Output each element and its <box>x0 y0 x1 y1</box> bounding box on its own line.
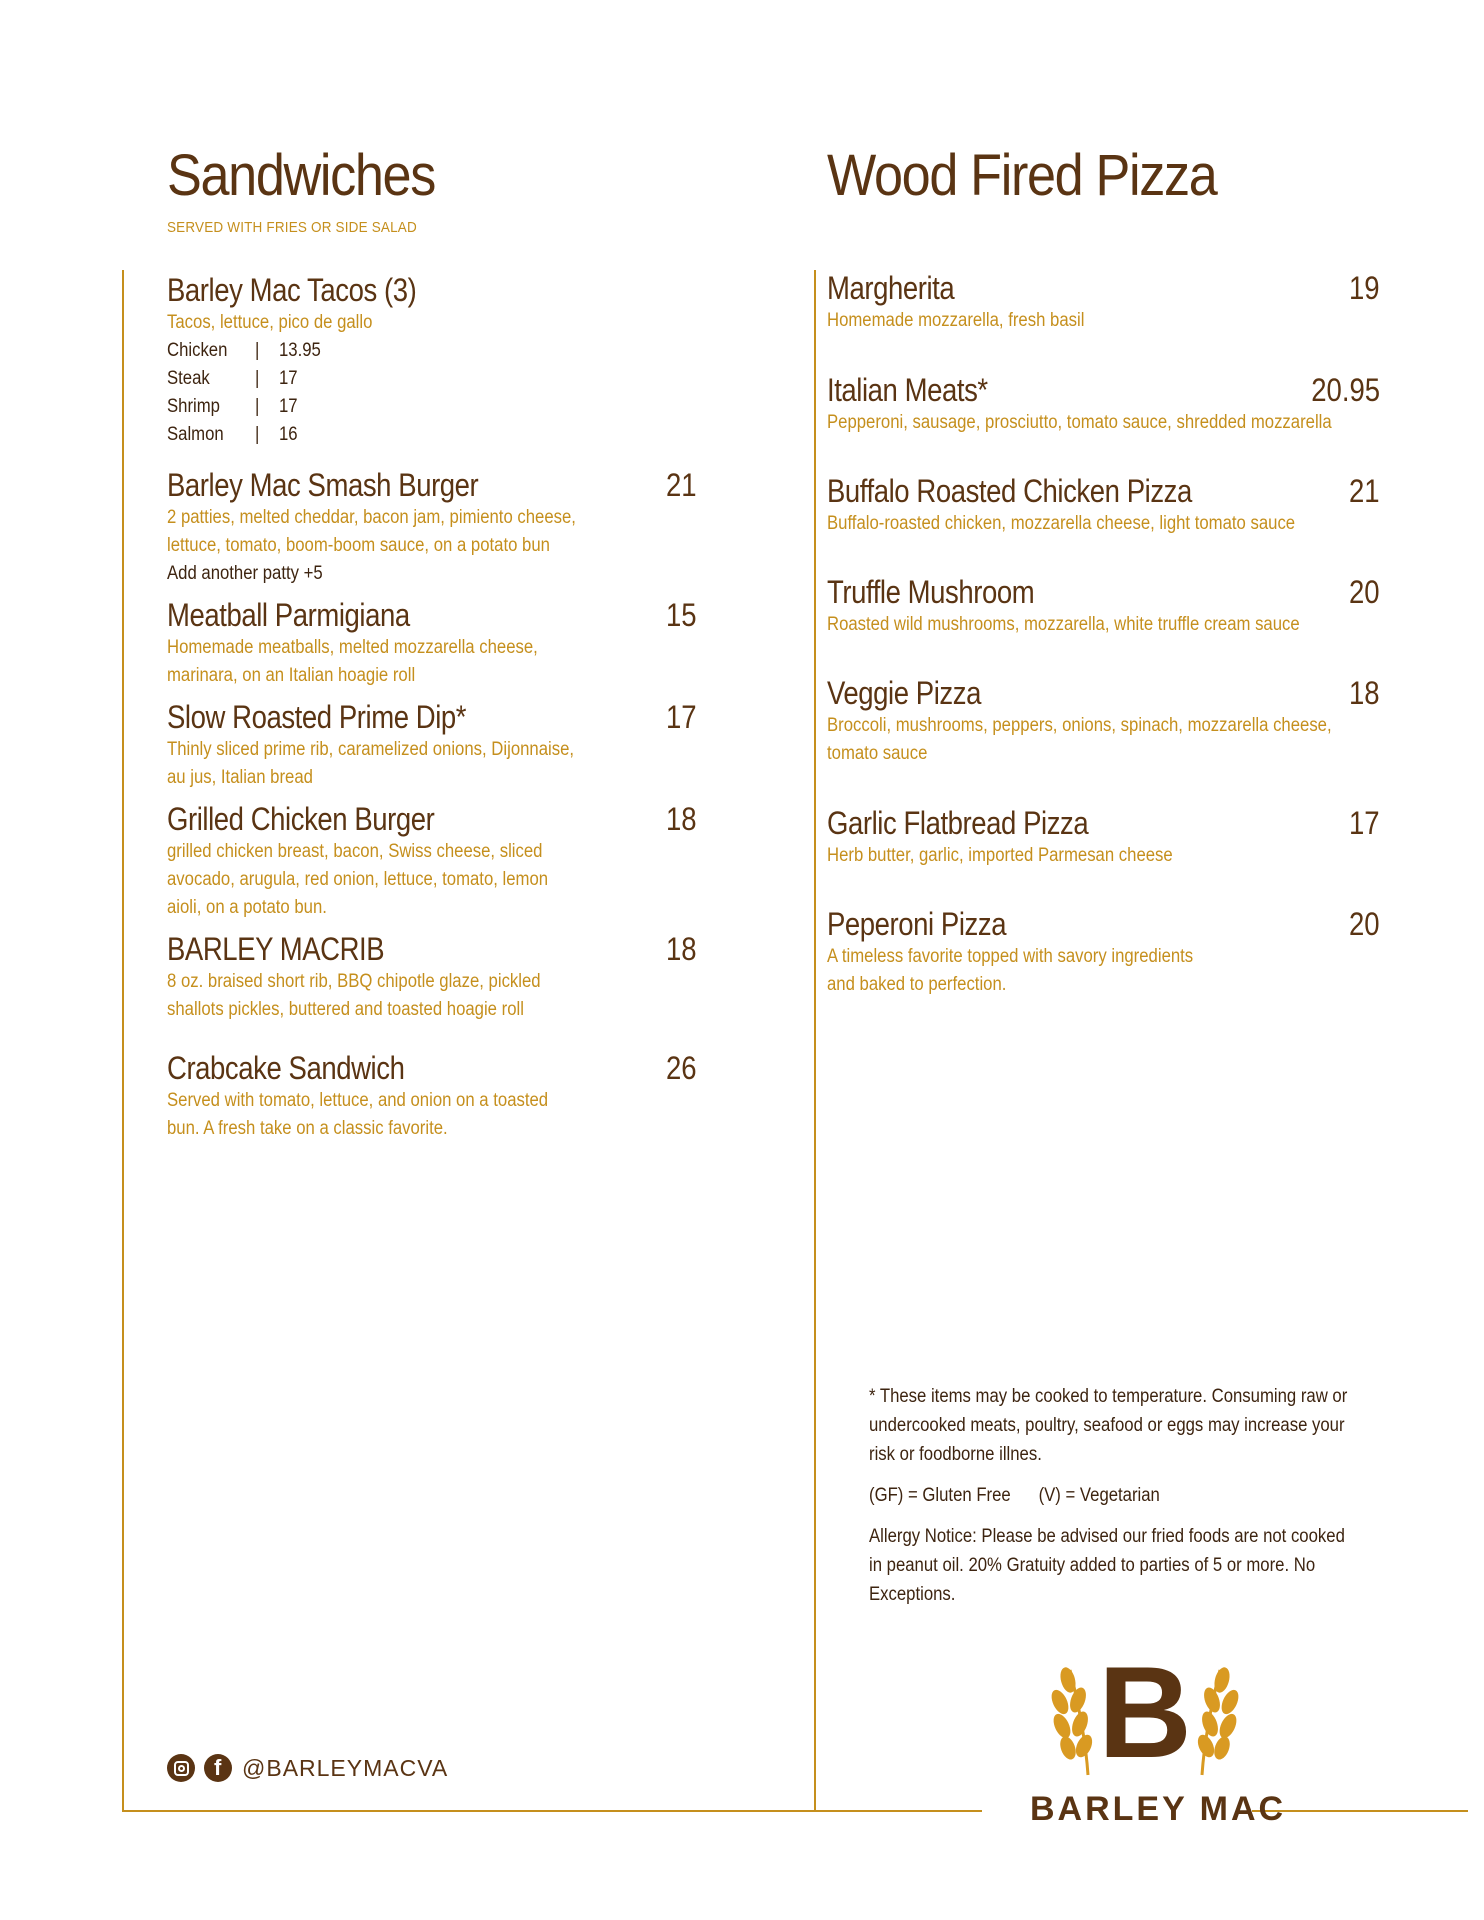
menu-item-barley-macrib <box>167 931 697 1024</box>
dietary-legend: (GF) = Gluten Free (V) = Vegetarian <box>869 1485 1160 1506</box>
item-description: marinara, on an Italian hoagie roll <box>167 665 416 686</box>
taco-option: Steak | 17 <box>167 368 298 389</box>
pizza-title: Wood Fired Pizza <box>827 143 1217 208</box>
item-description: and baked to perfection. <box>827 974 1007 995</box>
item-description: 2 patties, melted cheddar, bacon jam, pimiento cheese, <box>167 507 576 528</box>
instagram-icon[interactable] <box>167 1754 195 1782</box>
brand-letter: B <box>1098 1639 1192 1785</box>
menu-item-buffalo-chicken-pizza <box>827 473 1380 538</box>
sandwiches-subtitle: SERVED WITH FRIES OR SIDE SALAD <box>167 219 417 236</box>
item-description: Herb butter, garlic, imported Parmesan cheese <box>827 845 1173 866</box>
item-description: au jus, Italian bread <box>167 767 313 788</box>
item-name: BARLEY MACRIB <box>167 931 385 967</box>
menu-item-margherita <box>827 270 1380 335</box>
item-description: aioli, on a potato bun. <box>167 897 327 918</box>
item-name: Margherita <box>827 270 955 306</box>
item-description: bun. A fresh take on a classic favorite. <box>167 1118 448 1139</box>
pizza-header <box>827 142 1260 209</box>
item-name: Buffalo Roasted Chicken Pizza <box>827 473 1192 509</box>
taco-options <box>167 337 697 449</box>
menu-item-veggie-pizza <box>827 675 1380 768</box>
allergy-note-line: Exceptions. <box>869 1584 956 1605</box>
center-divider-line <box>814 270 816 1810</box>
brand-logo <box>1030 1639 1287 1840</box>
item-description: Served with tomato, lettuce, and onion on a toasted <box>167 1090 549 1111</box>
item-description: Roasted wild mushrooms, mozzarella, white truffle cream sauce <box>827 614 1300 635</box>
item-price: 21 <box>666 467 697 503</box>
menu-item-meatball-parmigiana <box>167 597 697 690</box>
menu-notes <box>869 1382 1389 1609</box>
item-description: grilled chicken breast, bacon, Swiss cheese, sliced <box>167 841 543 862</box>
left-frame-line <box>122 270 124 1812</box>
item-name: Garlic Flatbread Pizza <box>827 805 1089 841</box>
sandwiches-title: Sandwiches <box>167 143 435 208</box>
item-description: Buffalo-roasted chicken, mozzarella cheese, light tomato sauce <box>827 513 1296 534</box>
item-price: 21 <box>1349 473 1380 509</box>
item-description: Homemade meatballs, melted mozzarella cheese, <box>167 637 538 658</box>
item-description: tomato sauce <box>827 743 928 764</box>
item-description: Broccoli, mushrooms, peppers, onions, spinach, mozzarella cheese, <box>827 715 1332 736</box>
menu-item-smash-burger <box>167 467 697 588</box>
menu-item-prime-dip <box>167 699 697 792</box>
item-price: 17 <box>666 699 697 735</box>
item-name: Slow Roasted Prime Dip* <box>167 699 467 735</box>
item-name: Barley Mac Tacos (3) <box>167 272 417 308</box>
item-description: Pepperoni, sausage, prosciutto, tomato sauce, shredded mozzarella <box>827 412 1332 433</box>
item-name: Veggie Pizza <box>827 675 981 711</box>
sandwiches-header <box>167 142 465 209</box>
allergy-note-line: in peanut oil. 20% Gratuity added to parties of 5 or more. No <box>869 1555 1316 1576</box>
facebook-icon[interactable]: f <box>204 1754 232 1782</box>
item-price: 20 <box>1349 906 1380 942</box>
item-price: 18 <box>666 931 697 967</box>
menu-item-italian-meats <box>827 372 1380 437</box>
item-price: 15 <box>666 597 697 633</box>
item-name: Italian Meats* <box>827 372 988 408</box>
item-price: 18 <box>1349 675 1380 711</box>
item-price: 20 <box>1349 574 1380 610</box>
item-description: A timeless favorite topped with savory ingredients <box>827 946 1194 967</box>
taco-option: Salmon | 16 <box>167 424 298 445</box>
temperature-note-line: risk or foodborne illnes. <box>869 1444 1042 1465</box>
brand-name: BARLEY MAC <box>1030 1790 1287 1828</box>
social-handle[interactable]: @BARLEYMACVA <box>242 1755 449 1781</box>
menu-item-peperoni-pizza <box>827 906 1380 999</box>
item-name: Crabcake Sandwich <box>167 1050 405 1086</box>
item-price: 26 <box>666 1050 697 1086</box>
menu-item-grilled-chicken-burger <box>167 801 697 922</box>
item-price: 19 <box>1349 270 1380 306</box>
item-description: 8 oz. braised short rib, BBQ chipotle glaze, pickled <box>167 971 541 992</box>
menu-item-truffle-mushroom <box>827 574 1380 639</box>
item-description: shallots pickles, buttered and toasted hoagie roll <box>167 999 524 1020</box>
item-name: Peperoni Pizza <box>827 906 1007 942</box>
item-addon: Add another patty +5 <box>167 563 323 584</box>
item-price: 20.95 <box>1311 372 1380 408</box>
social-bar <box>167 1754 487 1784</box>
item-description: lettuce, tomato, boom-boom sauce, on a potato bun <box>167 535 550 556</box>
item-name: Grilled Chicken Burger <box>167 801 435 837</box>
item-description: Homemade mozzarella, fresh basil <box>827 310 1085 331</box>
allergy-note-line: Allergy Notice: Please be advised our fried foods are not cooked <box>869 1526 1345 1547</box>
menu-item-garlic-flatbread <box>827 805 1380 870</box>
taco-option: Shrimp | 17 <box>167 396 298 417</box>
menu-item-tacos <box>167 272 697 449</box>
item-name: Meatball Parmigiana <box>167 597 410 633</box>
item-price: 18 <box>666 801 697 837</box>
item-description: Tacos, lettuce, pico de gallo <box>167 312 373 333</box>
item-price: 17 <box>1349 805 1380 841</box>
item-name: Truffle Mushroom <box>827 574 1035 610</box>
temperature-note-line: undercooked meats, poultry, seafood or eggs may increase your <box>869 1415 1345 1436</box>
temperature-note-line: * These items may be cooked to temperature. Consuming raw or <box>869 1386 1348 1407</box>
item-description: Thinly sliced prime rib, caramelized onions, Dijonnaise, <box>167 739 575 760</box>
item-description: avocado, arugula, red onion, lettuce, tomato, lemon <box>167 869 549 890</box>
bottom-frame-line <box>122 1810 982 1812</box>
taco-option: Chicken | 13.95 <box>167 340 321 361</box>
menu-item-crabcake-sandwich <box>167 1050 697 1143</box>
item-name: Barley Mac Smash Burger <box>167 467 479 503</box>
